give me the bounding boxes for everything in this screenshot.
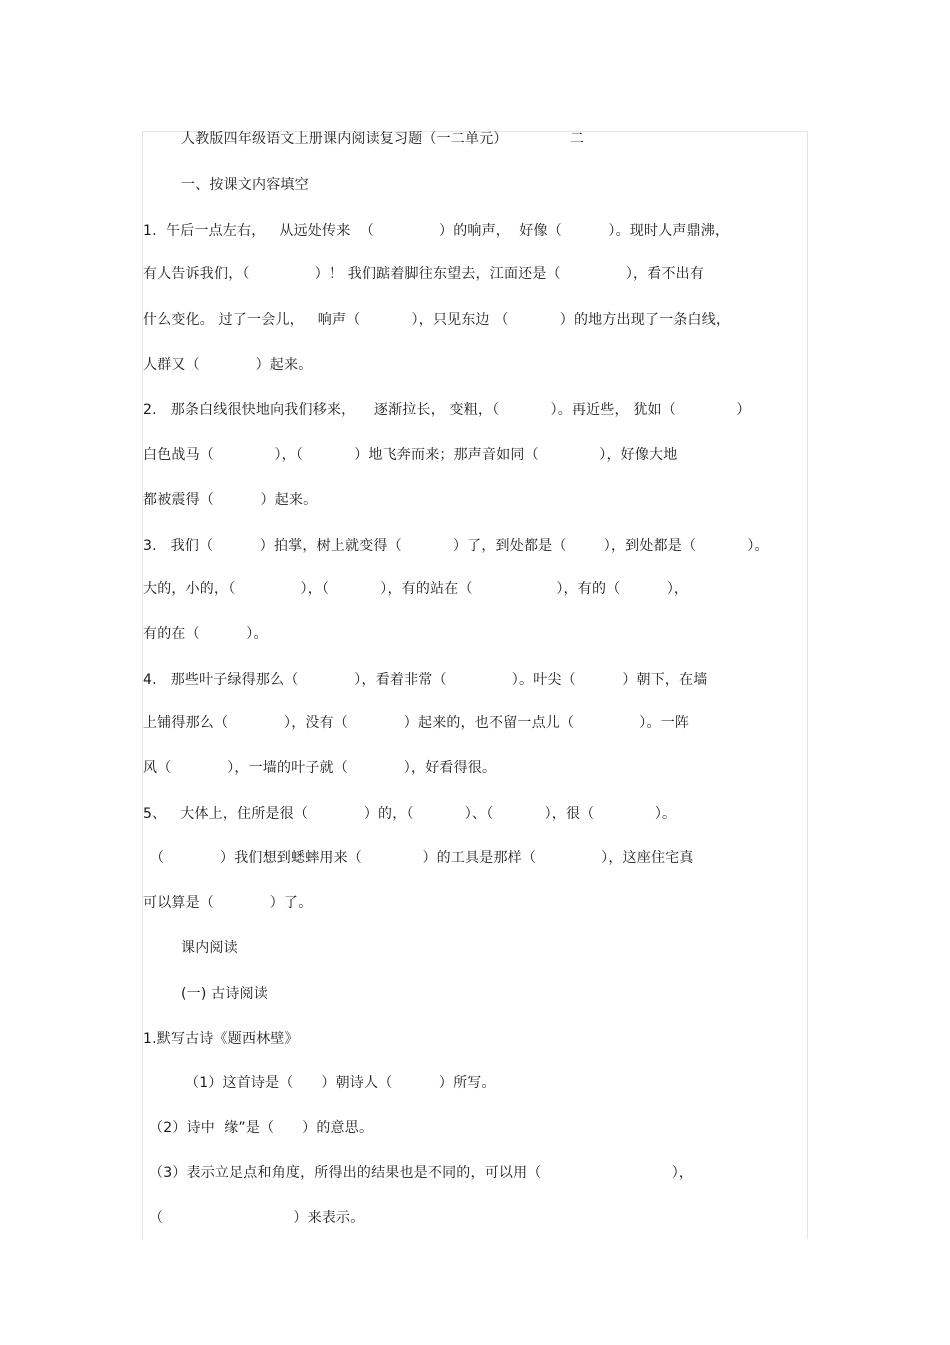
document-title: 人教版四年级语文上册课内阅读复习题（一二单元） [181,131,508,147]
fill-line: 白色战马（ ），（ ）地飞奔而来；那声音如同（ ），好像大地 [143,447,678,463]
fill-line: 有的在（ ）。 [143,626,268,642]
fill-line: 可以算是（ ）了。 [143,895,313,911]
subsection-heading-poem: (一) 古诗阅读 [181,986,268,1002]
question-line: （1）这首诗是（ ）朝诗人（ ）所写。 [185,1075,496,1091]
question-line: （3）表示立足点和角度，所得出的结果也是不同的，可以用（ ）， [149,1165,694,1181]
fill-line: 有人告诉我们，（ ）！ 我们踮着脚往东望去，江面还是（ ），看不出有 [143,266,705,282]
fill-line: 风（ ），一墙的叶子就（ ），好看得很。 [143,760,497,776]
fill-line: （ ）我们想到蟋蟀用来（ ）的工具是那样（ ），这座住宅真 [150,850,694,866]
question-line: （ ）来表示。 [149,1210,365,1226]
question-line: （2）诗中 缘”是（ ）的意思。 [149,1120,374,1136]
title-suffix: 二 [570,131,585,147]
section-heading-fill-blanks: 一、按课文内容填空 [181,177,309,193]
fill-line: 1. 午后一点左右， 从远处传来 （ ）的响声， 好像（ ）。现时人声鼎沸， [143,223,730,239]
section-heading-reading: 课内阅读 [181,940,238,956]
fill-line: 大的，小的，（ ），（ ），有的站在（ ），有的（ ）， [143,581,689,597]
fill-line: 人群又（ ）起来。 [143,357,313,373]
fill-line: 什么变化。 过了一会儿， 响声（ ），只见东边 （ ）的地方出现了一条白线， [143,312,731,328]
fill-line: 4. 那些叶子绿得那么（ ），看着非常（ ）。叶尖（ ）朝下，在墙 [143,672,708,688]
question-intro: 1.默写古诗《题西林壁》 [143,1031,299,1047]
fill-line: 上铺得那么（ ），没有（ ）起来的，也不留一点儿（ ）。一阵 [143,715,690,731]
fill-line: 都被震得（ ）起来。 [143,492,318,508]
fill-line: 5、 大体上，住所是很（ ）的，（ ）、（ ），很（ ）。 [143,806,677,822]
fill-line: 2. 那条白线很快地向我们移来， 逐渐拉长， 变粗，（ ）。再近些， 犹如（ ） [143,402,751,418]
fill-line: 3. 我们（ ）拍掌，树上就变得（ ）了，到处都是（ ），到处都是（ ）。 [143,538,769,554]
